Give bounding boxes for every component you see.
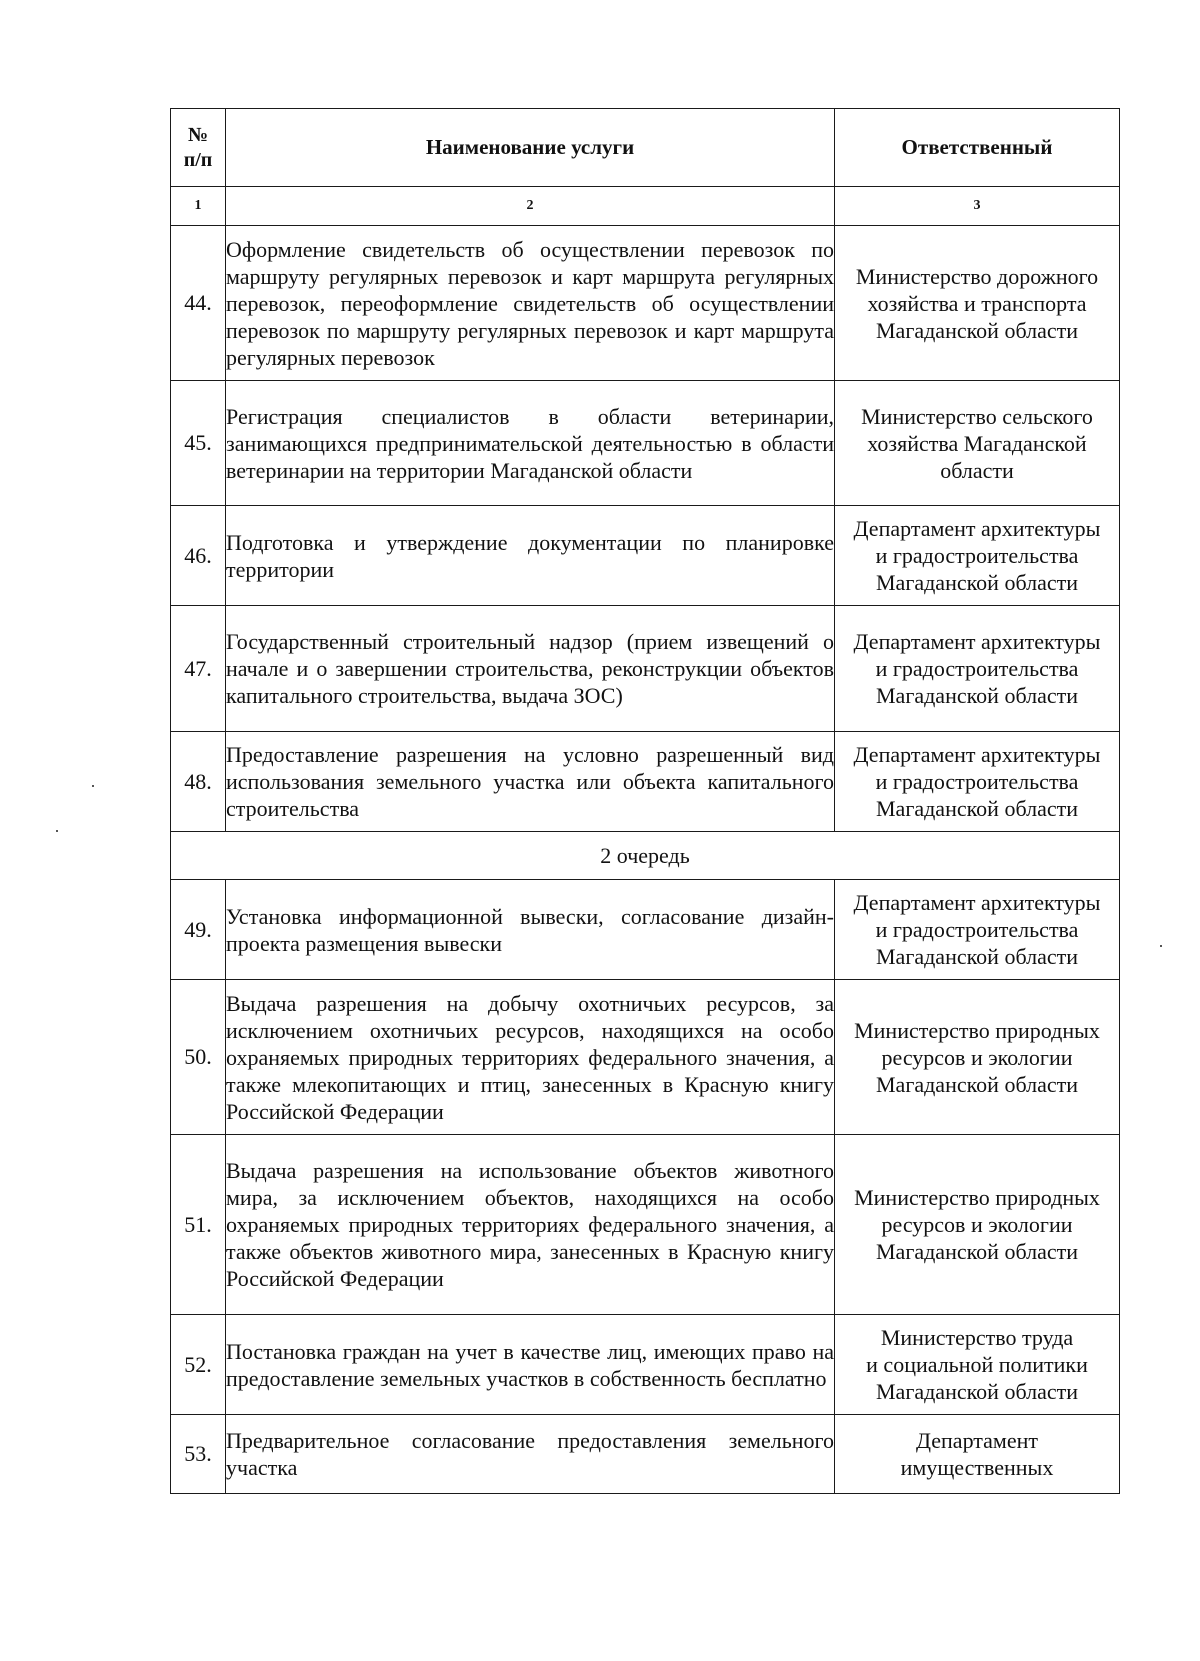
table-row xyxy=(171,1135,1120,1315)
responsible-agency xyxy=(835,606,1120,732)
responsible-agency xyxy=(835,980,1120,1135)
responsible-line: области xyxy=(940,457,1014,483)
responsible-line: Магаданской области xyxy=(876,1239,1078,1264)
responsible-agency xyxy=(835,1315,1120,1415)
responsible-line: Министерство дорожного xyxy=(855,263,1099,289)
responsible-line: и градостроительства xyxy=(875,769,1079,794)
header-number-abbr: п/п xyxy=(183,148,213,171)
responsible-line: Департамент архитектуры xyxy=(853,516,1101,541)
scan-speck xyxy=(1160,945,1162,947)
responsible-agency xyxy=(835,506,1120,606)
service-name: Предоставление разрешения на условно разрешенный вид использования земельного участка или объекта капитального строительства xyxy=(226,732,835,832)
table-row xyxy=(171,1315,1120,1415)
row-number: 51. xyxy=(171,1135,226,1315)
responsible-agency xyxy=(835,1135,1120,1315)
service-name: Предварительное согласование предоставления земельного участка xyxy=(226,1415,835,1494)
services-table xyxy=(170,108,1120,1494)
section-row xyxy=(171,832,1120,880)
row-number: 53. xyxy=(171,1415,226,1494)
responsible-line: и градостроительства xyxy=(875,917,1079,942)
responsible-line: и градостроительства xyxy=(875,656,1079,681)
responsible-line: Магаданской области xyxy=(876,317,1078,343)
table-row xyxy=(171,606,1120,732)
service-name: Регистрация специалистов в области ветеринарии, занимающихся предпринимательской деятельностью в области ветеринарии на территории Магаданской области xyxy=(226,381,835,506)
row-number: 44. xyxy=(171,226,226,381)
header-number xyxy=(171,109,226,187)
responsible-agency xyxy=(835,226,1120,381)
responsible-agency xyxy=(835,880,1120,980)
responsible-line: Министерство природных xyxy=(854,1185,1100,1210)
header-responsible: Ответственный xyxy=(835,109,1120,187)
row-number: 46. xyxy=(171,506,226,606)
responsible-line: Магаданской области xyxy=(876,570,1078,595)
responsible-line: и градостроительства xyxy=(875,543,1079,568)
header-service-name: Наименование услуги xyxy=(226,109,835,187)
responsible-line: Магаданской области xyxy=(876,796,1078,821)
service-name: Государственный строительный надзор (прием извещений о начале и о завершении строительства, реконструкции объектов капитального строительства, выдача ЗОС) xyxy=(226,606,835,732)
responsible-line: Магаданской области xyxy=(876,1071,1078,1097)
responsible-agency xyxy=(835,381,1120,506)
responsible-line: имущественных xyxy=(900,1455,1054,1480)
responsible-line: Департамент архитектуры xyxy=(853,742,1101,767)
responsible-line: хозяйства и транспорта xyxy=(867,290,1087,316)
responsible-agency xyxy=(835,732,1120,832)
service-name: Подготовка и утверждение документации по планировке территории xyxy=(226,506,835,606)
responsible-line: Магаданской области xyxy=(876,1379,1078,1404)
table-row xyxy=(171,880,1120,980)
scan-speck xyxy=(56,830,58,832)
column-index-1: 1 xyxy=(171,187,226,226)
row-number: 45. xyxy=(171,381,226,506)
table-row xyxy=(171,732,1120,832)
header-number-sign: № xyxy=(187,123,209,146)
responsible-line: Магаданской области xyxy=(876,944,1078,969)
responsible-line: ресурсов и экологии xyxy=(881,1044,1073,1070)
column-index-row xyxy=(171,187,1120,226)
responsible-line: Министерство природных xyxy=(854,1017,1100,1043)
responsible-line: Магаданской области xyxy=(876,683,1078,708)
row-number: 50. xyxy=(171,980,226,1135)
table-row xyxy=(171,1415,1120,1494)
responsible-line: Министерство труда xyxy=(880,1325,1074,1350)
responsible-line: Департамент архитектуры xyxy=(853,890,1101,915)
table-row xyxy=(171,226,1120,381)
service-name: Постановка граждан на учет в качестве лиц, имеющих право на предоставление земельных участков в собственность бесплатно xyxy=(226,1315,835,1415)
row-number: 47. xyxy=(171,606,226,732)
service-name: Оформление свидетельств об осуществлении перевозок по маршруту регулярных перевозок и карт маршрута регулярных перевозок, переоформление свидетельств об осуществлении перевозок по маршруту регулярных перевозок и карт маршрута регулярных перевозок xyxy=(226,226,835,381)
responsible-line: Министерство сельского xyxy=(861,403,1093,429)
table-body xyxy=(171,226,1120,1494)
row-number: 52. xyxy=(171,1315,226,1415)
section-label: 2 очередь xyxy=(171,832,1120,880)
service-name: Выдача разрешения на добычу охотничьих ресурсов, за исключением охотничьих ресурсов, находящихся на особо охраняемых природных территориях федерального значения, а также млекопитающих и птиц, занесенных в Красную книгу Российской Федерации xyxy=(226,980,835,1135)
header-row xyxy=(171,109,1120,187)
table-row xyxy=(171,506,1120,606)
table-row xyxy=(171,381,1120,506)
column-index-2: 2 xyxy=(226,187,835,226)
row-number: 48. xyxy=(171,732,226,832)
scan-speck xyxy=(92,785,94,787)
responsible-line: Департамент xyxy=(915,1428,1038,1453)
service-name: Установка информационной вывески, согласование дизайн-проекта размещения вывески xyxy=(226,880,835,980)
responsible-agency xyxy=(835,1415,1120,1494)
responsible-line: и социальной политики xyxy=(866,1352,1088,1377)
column-index-3: 3 xyxy=(835,187,1120,226)
responsible-line: ресурсов и экологии xyxy=(881,1212,1073,1237)
responsible-line: хозяйства Магаданской xyxy=(867,430,1087,456)
row-number: 49. xyxy=(171,880,226,980)
service-name: Выдача разрешения на использование объектов животного мира, за исключением объектов, находящихся на особо охраняемых природных территориях федерального значения, а также объектов животного мира, занесенных в Красную книгу Российской Федерации xyxy=(226,1135,835,1315)
responsible-line: Департамент архитектуры xyxy=(853,629,1101,654)
table-row xyxy=(171,980,1120,1135)
